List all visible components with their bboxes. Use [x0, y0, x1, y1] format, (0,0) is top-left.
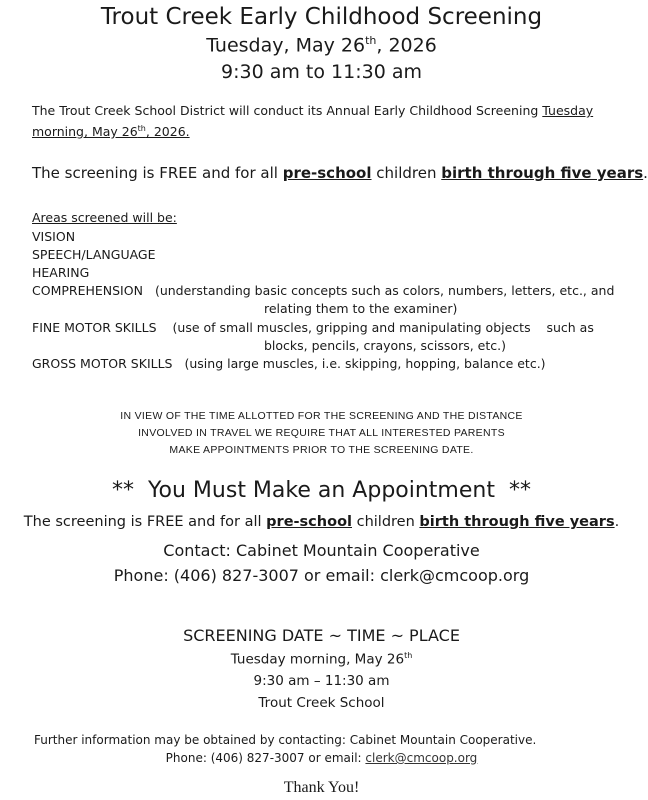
- notice-line-2: INVOLVED IN TRAVEL WE REQUIRE THAT ALL INTERESTED PARENTS: [138, 427, 505, 439]
- schedule-time: 9:30 am – 11:30 am: [253, 673, 390, 689]
- area-comprehension: [32, 283, 614, 298]
- intro-text: The Trout Creek School District will conduct its Annual Early Childhood Screening: [32, 103, 543, 118]
- area-desc: (understanding basic concepts such as colors, numbers, letters, etc., and: [154, 283, 615, 298]
- intro-day: Tuesday: [542, 103, 594, 118]
- schedule-place: Trout Creek School: [258, 695, 385, 711]
- contact-line-2: Phone: (406) 827-3007 or email: clerk@cmcoop.org: [113, 566, 530, 585]
- area-fine-motor-desc-2: blocks, pencils, crayons, scissors, etc.): [264, 338, 506, 353]
- intro-date-sup: th: [137, 124, 146, 133]
- free-text: children: [371, 164, 442, 182]
- event-time: 9:30 am to 11:30 am: [221, 61, 422, 83]
- area-fine-motor: [32, 320, 594, 335]
- email-link[interactable]: clerk@cmcoop.org: [365, 751, 478, 765]
- intro-line-1: [32, 103, 593, 118]
- free-text: and for all: [197, 164, 283, 182]
- area-name: COMPREHENSION: [32, 283, 143, 298]
- preschool-emph: pre-school: [266, 514, 352, 530]
- further-line-2: [0, 751, 643, 765]
- area-vision: VISION: [32, 229, 76, 244]
- further-phone: Phone: (406) 827-3007 or email:: [165, 751, 366, 765]
- area-name: GROSS MOTOR SKILLS: [32, 356, 173, 371]
- date-text: Tuesday, May 26: [206, 34, 366, 57]
- area-gross-motor: [32, 356, 546, 371]
- schedule-heading: SCREENING DATE ~ TIME ~ PLACE: [183, 626, 460, 645]
- ages-emph: birth through five years: [441, 164, 644, 182]
- appointment-heading: ** You Must Make an Appointment **: [112, 478, 531, 503]
- free-text: children: [352, 514, 420, 530]
- free-text: .: [614, 514, 620, 530]
- area-speech: SPEECH/LANGUAGE: [32, 247, 156, 262]
- thank-you: Thank You!: [283, 779, 360, 796]
- ages-emph: birth through five years: [419, 514, 615, 530]
- schedule-day-text: Tuesday morning, May 26: [230, 651, 405, 668]
- area-desc: (using large muscles, i.e. skipping, hopping, balance etc.): [184, 356, 546, 371]
- schedule-day-sup: th: [404, 651, 413, 660]
- intro-line-2: [32, 124, 190, 139]
- area-name: FINE MOTOR SKILLS: [32, 320, 157, 335]
- schedule-day: [0, 651, 643, 668]
- intro-date: morning, May 26: [32, 124, 138, 140]
- notice-line-3: MAKE APPOINTMENTS PRIOR TO THE SCREENING DATE.: [169, 444, 474, 456]
- free-line-2: [0, 514, 643, 530]
- free-text: The screening is: [32, 164, 160, 182]
- free-emph: FREE: [146, 514, 184, 530]
- date-sup: th: [365, 34, 377, 47]
- free-text: The screening is: [23, 514, 147, 530]
- free-emph: FREE: [159, 164, 198, 182]
- notice-line-1: IN VIEW OF THE TIME ALLOTTED FOR THE SCREENING AND THE DISTANCE: [120, 410, 523, 422]
- area-desc: (use of small muscles, gripping and manipulating objects such as: [172, 320, 594, 335]
- date-year: , 2026: [376, 34, 437, 57]
- event-date: [0, 34, 643, 56]
- area-comprehension-desc-2: relating them to the examiner): [264, 301, 458, 316]
- intro-date-year: , 2026.: [145, 124, 190, 140]
- further-line-1: Further information may be obtained by contacting: Cabinet Mountain Cooperative.: [34, 733, 537, 747]
- free-line-1: [32, 164, 648, 182]
- areas-heading: Areas screened will be:: [32, 210, 177, 225]
- area-hearing: HEARING: [32, 265, 90, 280]
- free-text: .: [643, 164, 648, 182]
- contact-line-1: Contact: Cabinet Mountain Cooperative: [163, 541, 480, 560]
- page-title: Trout Creek Early Childhood Screening: [100, 4, 543, 30]
- free-text: and for all: [183, 514, 267, 530]
- preschool-emph: pre-school: [282, 164, 372, 182]
